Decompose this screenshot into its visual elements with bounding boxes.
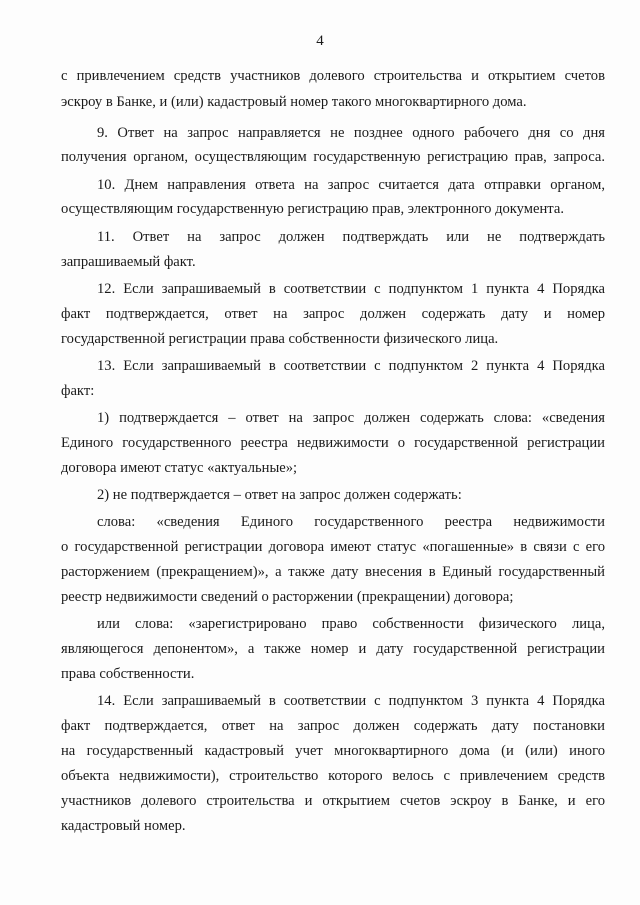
text-line: расторжением (прекращением)», а также дату внесения в Единый государственный: [61, 564, 605, 580]
text-line: осуществляющим государственную регистрацию прав, электронного документа.: [61, 201, 564, 217]
text-line: 10. Днем направления ответа на запрос считается дата отправки органом,: [97, 177, 605, 193]
text-line: права собственности.: [61, 666, 195, 682]
text-line: с привлечением средств участников долевого строительства и открытием счетов: [61, 68, 605, 84]
text-line: 12. Если запрашиваемый в соответствии с подпунктом 1 пункта 4 Порядка: [97, 281, 605, 297]
text-line: кадастровый номер.: [61, 818, 186, 834]
text-line: объекта недвижимости), строительство которого велось с привлечением средств: [61, 768, 605, 784]
text-line: реестр недвижимости сведений о расторжении (прекращении) договора;: [61, 589, 514, 605]
text-line: 1) подтверждается – ответ на запрос должен содержать слова: «сведения: [97, 410, 605, 426]
text-line: получения органом, осуществляющим государственную регистрацию прав, запроса.: [61, 149, 605, 165]
text-line: участников долевого строительства и открытием счетов эскроу в Банке, и его: [61, 793, 605, 809]
text-line: слова: «сведения Единого государственного реестра недвижимости: [97, 514, 605, 530]
text-line: о государственной регистрации договора имеют статус «погашенные» в связи с его: [61, 539, 605, 555]
text-line: факт подтверждается, ответ на запрос должен содержать дату и номер: [61, 306, 605, 322]
text-line: 11. Ответ на запрос должен подтверждать или не подтверждать: [97, 229, 605, 245]
text-line: 9. Ответ на запрос направляется не позднее одного рабочего дня со дня: [97, 125, 605, 141]
text-line: 13. Если запрашиваемый в соответствии с подпунктом 2 пункта 4 Порядка: [97, 358, 605, 374]
text-line: на государственный кадастровый учет многоквартирного дома (и (или) иного: [61, 743, 605, 759]
text-line: государственной регистрации права собственности физического лица.: [61, 331, 499, 347]
text-line: факт подтверждается, ответ на запрос должен содержать дату постановки: [61, 718, 605, 734]
text-line: 2) не подтверждается – ответ на запрос должен содержать:: [97, 487, 462, 503]
text-line: договора имеют статус «актуальные»;: [61, 460, 298, 476]
text-line: Единого государственного реестра недвижимости о государственной регистрации: [61, 435, 605, 451]
text-line: или слова: «зарегистрировано право собственности физического лица,: [97, 616, 605, 632]
text-line: факт:: [61, 383, 95, 399]
text-line: 14. Если запрашиваемый в соответствии с подпунктом 3 пункта 4 Порядка: [97, 693, 605, 709]
text-line: являющегося депонентом», а также номер и дату государственной регистрации: [61, 641, 605, 657]
text-line: эскроу в Банке, и (или) кадастровый номер такого многоквартирного дома.: [61, 94, 527, 110]
text-line: запрашиваемый факт.: [61, 254, 196, 270]
page-number: 4: [316, 33, 324, 49]
